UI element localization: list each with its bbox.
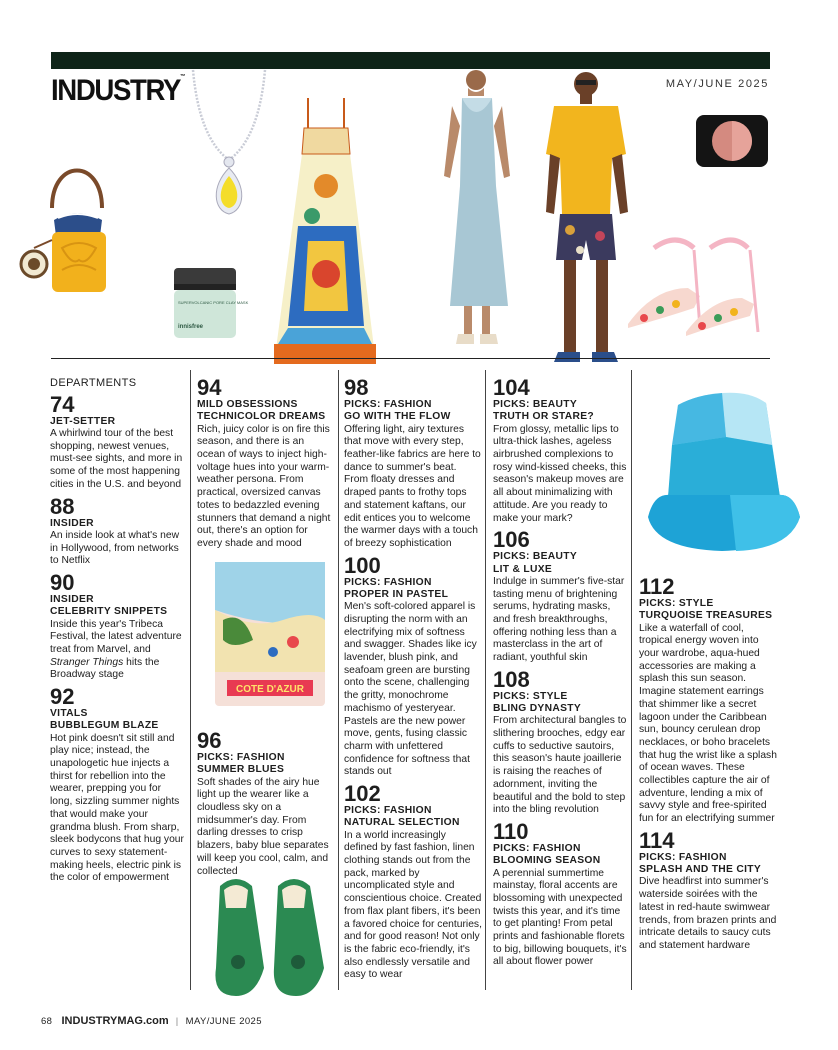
green-loafers-image [206,868,336,1000]
column-rule-4 [631,370,632,990]
page-footer [41,1015,262,1027]
entry-description: Soft shades of the airy hue light up the wearer like a cloudless sky on a midsummer's day. From darling dresses to crisp blazers, baby blue separates will keep you cool, calm, and collected [197,776,329,877]
toc-entry-90[interactable] [50,569,186,682]
page-number: 74 [50,391,75,417]
section-label: PICKS: FASHION [344,399,432,410]
page-number: 114 [639,827,675,853]
entry-title: BLOOMING SEASON [493,855,601,867]
model-in-blue-gown-image [432,66,522,348]
toc-entry-108[interactable] [493,666,627,817]
turquoise-bucket-hat-image [640,385,805,557]
section-label: MILD OBSESSIONS [197,399,298,410]
section-label: JET-SETTER [50,415,116,427]
entry-title: GO WITH THE FLOW [344,411,451,423]
column-rule-3 [485,370,486,990]
entry-title: BLING DYNASTY [493,703,581,715]
entry-title: BUBBLEGUM BLAZE [50,720,159,732]
section-label: PICKS: FASHION [197,752,285,763]
toc-entry-74[interactable] [50,391,186,492]
entry-title: TRUTH OR STARE? [493,411,594,423]
departments-column [50,377,186,889]
section-label: PICKS: STYLE [639,598,714,609]
page-number: 100 [344,552,381,578]
svg-text:COTE D'AZUR: COTE D'AZUR [236,684,304,695]
page-number: 110 [493,818,529,844]
toc-entry-114[interactable] [639,827,779,953]
issue-date: MAY/JUNE 2025 [665,78,769,90]
toc-entry-104[interactable] [493,377,627,525]
section-label: VITALS [50,708,88,720]
departments-heading: DEPARTMENTS [50,377,137,389]
clay-mask-jar-image [170,266,249,342]
entry-description: Like a waterfall of cool, tropical energy woven into your wardrobe, aqua-hued accessories are making a splash this sun season. Imagine statement earrings that shimmer like a secret lagoon under the Caribbean sun, bouncy cerulean drop necklaces, or boho bracelets that hug the wrist like a splash of ocean waves. These collectibles capture the air of adventure, lending a mix of savvy style and free-spirited fun for an electrifying summer [639,622,777,825]
model-in-yellow-tee-image [540,64,634,370]
entry-description: From architectural bangles to slithering brooches, edgy ear cuffs to seductive sautoirs, this season's haute joaillerie is raising the reaches of adornment, inviting the beautiful and the bold to step into the bling revolution [493,715,627,816]
magazine-logo: INDUSTRY™ [51,74,186,107]
page-number: 92 [50,684,75,710]
toc-entry-96[interactable] [197,730,333,878]
svg-text:innisfree: innisfree [178,324,204,330]
svg-text:SUPERVOLCANIC PORE CLAY MASK: SUPERVOLCANIC PORE CLAY MASK [178,300,249,305]
entry-description: A perennial summertime mainstay, floral accents are blossoming with unexpected twists this year, and it's time to get planting! From petal prints and fashionable florets to big, billowing bouquets, it's all about flower power [493,867,627,968]
entry-description: Hot pink doesn't sit still and play nice; instead, the unapologetic hue injects a thirst for rebellion into the wearer, prepping you for long, sizzling summer nights that would make your grandma blush. From sharp, sleek bodycons that hug your curves to sexy statement-making heels, electric pink is the color of empowerment [50,732,184,884]
toc-entry-106[interactable] [493,529,627,665]
page-number: 90 [50,569,75,595]
footer-issue: MAY/JUNE 2025 [185,1016,262,1027]
entry-title: CELEBRITY SNIPPETS [50,606,168,618]
page-number: 88 [50,493,75,519]
page-number: 96 [197,728,222,753]
section-label: PICKS: FASHION [493,842,581,854]
section-label: PICKS: BEAUTY [493,399,577,410]
column-rule-2 [338,370,339,990]
entry-description: A whirlwind tour of the best shopping, newest venues, must-see sights, and more in some of the most happening cities in the U.S. and beyond [50,428,183,490]
yellow-diamond-necklace-image [187,68,271,218]
page-number: 94 [197,375,222,400]
section-label: PICKS: FASHION [344,576,432,588]
printed-maxi-dress-image [268,96,383,372]
entry-description: Offering light, airy textures that move with every step, feather-like fabrics are here to dance to summer's beat. From floaty dresses and draped pants to frothy tops and statement kaftans, our edit entices you to welcome the warmer days with a touch of breezy sophistication [344,423,481,549]
section-divider [51,358,770,359]
yellow-bucket-bag-image [22,148,132,298]
toc-entry-102[interactable] [344,783,482,982]
page-number: 102 [344,781,381,807]
entry-title: SUMMER BLUES [197,764,285,776]
toc-column-2 [197,375,333,555]
entry-title: PROPER IN PASTEL [344,588,449,600]
cote-dazur-clutch-image [213,560,327,708]
section-label: PICKS: BEAUTY [493,551,577,563]
column-rule-1 [190,370,191,990]
entry-description: Indulge in summer's five-star tasting menu of brightening serums, hydrating masks, and fresh breakthroughs, offering nothing less than a masterclass in the art of radiant, youthful skin [493,575,625,664]
section-label: INSIDER [50,517,94,529]
entry-title: NATURAL SELECTION [344,817,460,829]
entry-description: From glossy, metallic lips to ultra-thick lashes, ageless airbrushed complexions to rosy wind-kissed cheeks, this season's makeup moves are all about minimalizing with attitude. Are you ready to make your mark? [493,423,627,524]
floral-heels-image [624,228,764,336]
footer-page-number: 68 [41,1016,53,1027]
toc-column-3 [344,375,482,986]
footer-site-link[interactable]: INDUSTRYMAG.com [61,1015,169,1027]
page-number: 98 [344,375,369,400]
toc-column-5 [639,574,779,957]
toc-entry-94[interactable] [197,377,333,551]
toc-entry-98[interactable] [344,377,482,551]
entry-description: Dive headfirst into summer's waterside soirées with the latest in red-haute swimwear trends, from brazen prints and intricate details to saucy cuts and statement hardware [639,876,777,951]
page-number: 106 [493,527,530,553]
footer-divider: | [175,1016,179,1027]
page-number: 104 [493,375,530,400]
entry-description: In a world increasingly defined by fast fashion, linen clothing stands out from the pack, marked by uncomplicated style and conscientious choice. Created from flax plant fibers, it's been a favored choice for centuries, and for good reason! Not only is the fabric eco-friendly, it's also endlessly versatile and easy to wear [344,829,482,981]
header-bar [51,52,770,69]
entry-title: TURQUOISE TREASURES [639,610,773,622]
entry-title: SPLASH AND THE CITY [639,864,762,876]
blush-compact-image [694,113,770,169]
entry-title: TECHNICOLOR DREAMS [197,411,326,423]
entry-description: An inside look at what's new in Hollywood, from networks to Netflix [50,529,180,567]
toc-entry-110[interactable] [493,818,627,969]
toc-entry-88[interactable] [50,493,186,568]
section-label: PICKS: FASHION [639,851,727,863]
toc-entry-92[interactable] [50,686,186,885]
toc-entry-100[interactable] [344,552,482,779]
entry-title: LIT & LUXE [493,563,553,575]
toc-column-4 [493,375,627,973]
page-number: 112 [639,574,675,599]
entry-description: Men's soft-colored apparel is disrupting the norm with an electrifying mix of softness and swagger. Shades like icy lavender, blush pink, and seafoam green are bursting onto the scene, challenging the gritty, monochrome machismo of yesteryear. Pastels are the new power move, gents, fusing classic charm with unfettered confidence for softness that stands out [344,601,477,778]
toc-column-2-lower [197,728,333,882]
section-label: INSIDER [50,593,94,605]
page-number: 108 [493,666,530,692]
entry-description: Rich, juicy color is on fire this season, and there is an ocean of ways to inject high-voltage hues into your warm-weather persona. From practical, oversized canvas totes to bedazzled evening stunners that demand a night out, there's an option for every shade and mood [197,423,331,549]
section-label: PICKS: FASHION [344,805,432,817]
section-label: PICKS: STYLE [493,690,568,702]
entry-description: Inside this year's Tribeca Festival, the latest adventure treat from Marvel, and Stranger Things hits the Broadway stage [50,618,182,681]
toc-entry-112[interactable] [639,576,779,826]
